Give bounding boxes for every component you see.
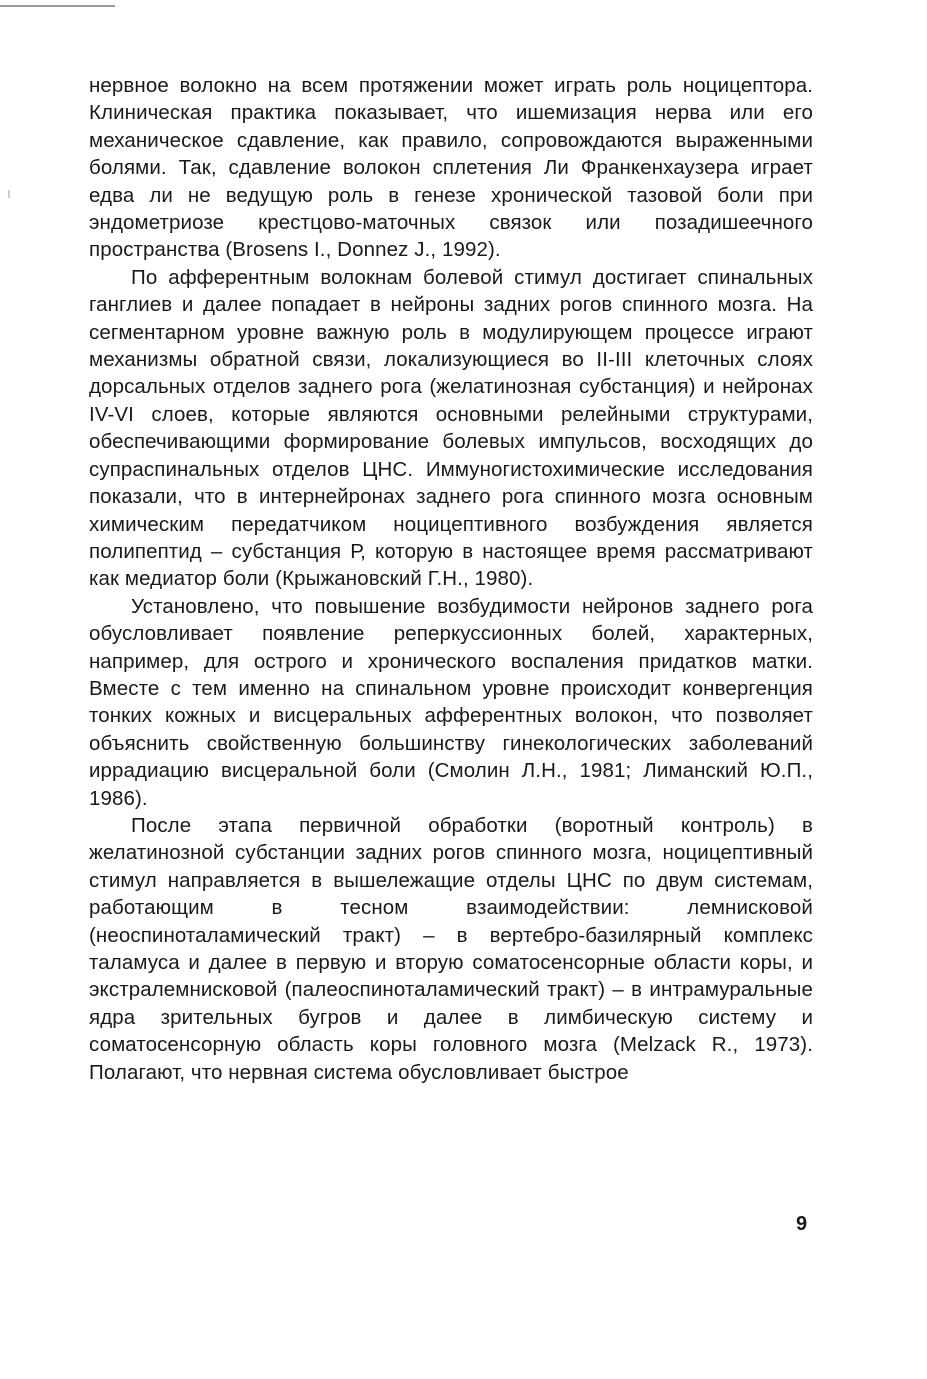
paragraph-continued: нервное волокно на всем протяжении может играть роль ноцицептора. Клиническая практика показывает, что ишемизация нерва или его механическое сдавление, как правило, сопровождаются выраженными болями. Так, сдавление волокон сплетения Ли Франкенхаузера играет едва ли не ведущую роль в генезе хронической тазовой боли при эндометриозе крестцово-маточных связок или позадишеечного пространства (Brosens I., Donnez J., 1992). (89, 74, 813, 262)
paragraph-dorsal-horn-excitability: Установлено, что повышение возбудимости нейронов заднего рога обусловливает появление реперкуссионных болей, характерных, например, для острого и хронического воспаления придатков матки. Вместе с тем именно на спинальном уровне происходит конвергенция тонких кожных и висцеральных афферентных волокон, что позволяет объяснить свойственную большинству гинекологических заболеваний иррадиацию висцеральной боли (Смолин Л.Н., 1981; Лиманский Ю.П., 1986). (89, 594, 813, 810)
page-number: 9 (796, 1213, 808, 1235)
paragraph-afferent-fibers: По афферентным волокнам болевой стимул достигает спинальных ганглиев и далее попадает в нейроны задних рогов спинного мозга. На сегментарном уровне важную роль в модулирующем процессе играют механизмы обратной связи, локализующиеся во II-III клеточных слоях дорсальных отделов заднего рога (желатинозная субстанция) и нейронах IV-VI слоев, которые являются основными релейными структурами, обеспечивающими формирование болевых импульсов, восходящих до супраспинальных отделов ЦНС. Иммуногистохимические исследования показали, что в интернейронах заднего рога спинного мозга основным химическим передатчиком ноцицептивного возбуждения является полипептид – субстанция Р, которую в настоящее время рассматривают как медиатор боли (Крыжановский Г.Н., 1980). (89, 265, 813, 591)
scan-speck (8, 190, 10, 198)
page-body (89, 72, 813, 1086)
paragraph-gate-control: После этапа первичной обработки (воротный контроль) в желатинозной субстанции задних рогов спинного мозга, ноцицептивный стимул направляется в вышележащие отделы ЦНС по двум системам, работающим в тесном взаимодействии: лемнисковой (неоспиноталамический тракт) – в вертебро-базилярный комплекс таламуса и далее в первую и вторую соматосенсорные области коры, и экстралемнисковой (палеоспиноталамический тракт) – в интрамуральные ядра зрительных бугров и далее в лимбическую систему и соматосенсорную область коры головного мозга (Melzack R., 1973). Полагают, что нервная система обусловливает быстрое (89, 813, 813, 1084)
top-left-rule (0, 5, 115, 7)
